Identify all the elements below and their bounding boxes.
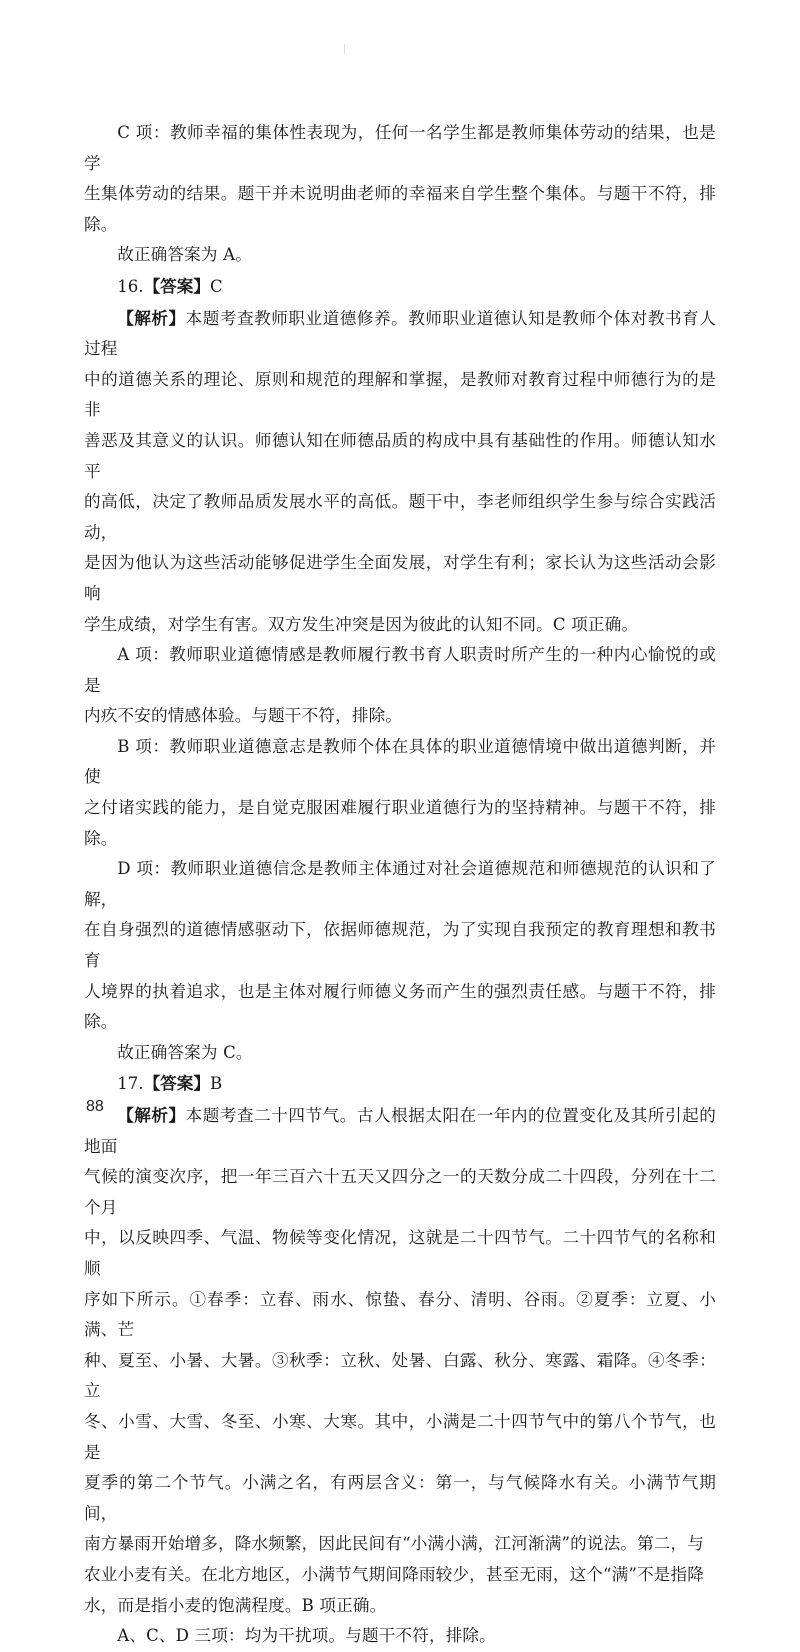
line-text: 之付诸实践的能力，是自觉克服困难履行职业道德行为的坚持精神。与题干不符，排除。	[84, 798, 716, 848]
text-line	[84, 303, 716, 365]
text-line	[84, 1621, 716, 1652]
line-text: 故正确答案为 A。	[117, 245, 252, 265]
text-line	[84, 1529, 716, 1560]
text-line	[84, 1162, 716, 1223]
scan-mark	[344, 44, 345, 54]
line-text: 冬、小雪、大雪、冬至、小寒、大寒。其中，小满是二十四节气中的第八个节气，也是	[84, 1411, 716, 1462]
text-paragraph	[84, 732, 716, 854]
text-line	[84, 610, 716, 641]
text-paragraph	[84, 854, 716, 1038]
line-text: 农业小麦有关。在北方地区，小满节气期间降雨较少，甚至无雨，这个“满”不是指降	[84, 1564, 705, 1584]
text-line	[84, 1591, 716, 1622]
line-text: 故正确答案为 C。	[117, 1042, 253, 1062]
line-text: 善恶及其意义的认识。师德认知在师德品质的构成中具有基础性的作用。师德认知水平	[84, 430, 716, 481]
text-line	[84, 548, 716, 609]
line-text: 人境界的执着追求，也是主体对履行师德义务而产生的强烈责任感。与题干不符，排除。	[84, 981, 716, 1032]
text-line	[84, 1407, 716, 1468]
page-number: 88	[86, 1098, 104, 1115]
text-line	[84, 487, 716, 548]
line-text: 水，而是指小麦的饱满程度。B 项正确。	[84, 1595, 387, 1615]
text-line	[84, 793, 716, 854]
answer-label: 【答案】	[143, 1073, 210, 1094]
line-text: 的高低，决定了教师品质发展水平的高低。题干中，李老师组织学生参与综合实践活动，	[84, 492, 716, 542]
text-line	[84, 1560, 716, 1591]
line-text: 生集体劳动的结果。题干并未说明曲老师的幸福来自学生整个集体。与题干不符，排除。	[84, 184, 716, 234]
line-text: 是因为他认为这些活动能够促进学生全面发展，对学生有利；家长认为这些活动会影响	[84, 553, 716, 603]
answer-value: B	[209, 1074, 223, 1094]
line-text: 中，以反映四季、气温、物候等变化情况，这就是二十四节气。二十四节气的名称和顺	[84, 1228, 716, 1278]
answer-label: 【答案】	[143, 275, 210, 296]
line-text: 中的道德关系的理论、原则和规范的理解和掌握，是教师对教育过程中师德行为的是非	[84, 369, 716, 420]
text-paragraph	[84, 640, 716, 732]
text-line	[84, 240, 716, 271]
text-line	[84, 1038, 716, 1069]
text-line	[84, 426, 716, 487]
analysis-label: 【解析】	[117, 307, 186, 328]
answer-explanations	[84, 118, 716, 1652]
text-line	[84, 701, 716, 732]
question-number: 17.	[117, 1074, 144, 1094]
text-line	[84, 179, 716, 240]
text-paragraph	[84, 1621, 716, 1652]
text-line	[84, 118, 716, 179]
line-text: A、C、D 三项：均为干扰项。与题干不符，排除。	[117, 1626, 496, 1646]
text-paragraph	[84, 240, 716, 271]
line-text: 学生成绩，对学生有害。双方发生冲突是因为彼此的认知不同。C 项正确。	[84, 614, 639, 634]
line-text: 在自身强烈的道德情感驱动下，依据师德规范，为了实现自我预定的教育理想和教书育	[84, 920, 716, 971]
line-text: 内疚不安的情感体验。与题干不符，排除。	[84, 706, 403, 726]
text-line	[84, 1346, 716, 1407]
answer-heading	[84, 271, 716, 303]
text-paragraph	[84, 118, 716, 240]
line-text: 南方暴雨开始增多，降水频繁，因此民间有“小满小满，江河渐满”的说法。第二，与	[84, 1534, 705, 1554]
analysis-label: 【解析】	[117, 1105, 186, 1125]
analysis-paragraph	[84, 1100, 716, 1621]
text-line	[84, 640, 716, 701]
text-line	[84, 977, 716, 1038]
line-text: 夏季的第二个节气。小满之名，有两层含义：第一，与气候降水有关。小满节气期间，	[84, 1473, 716, 1523]
text-line	[84, 1223, 716, 1284]
answer-heading	[84, 1068, 716, 1100]
answer-value: C	[209, 276, 223, 296]
line-text: C 项：教师幸福的集体性表现为，任何一名学生都是教师集体劳动的结果，也是学	[84, 123, 716, 173]
line-text: 序如下所示。①春季：立春、雨水、惊蛰、春分、清明、谷雨。②夏季：立夏、小满、芒	[84, 1289, 716, 1340]
text-line	[84, 1285, 716, 1346]
line-text: B 项：教师职业道德意志是教师个体在具体的职业道德情境中做出道德判断，并使	[84, 736, 716, 787]
text-paragraph	[84, 1038, 716, 1069]
line-text: 本题考查教师职业道德修养。教师职业道德认知是教师个体对教书育人过程	[84, 308, 716, 359]
analysis-paragraph	[84, 303, 716, 641]
question-number: 16.	[117, 276, 144, 296]
line-text: 气候的演变次序，把一年三百六十五天又四分之一的天数分成二十四段，分列在十二个月	[84, 1167, 716, 1217]
text-line	[84, 915, 716, 976]
line-text: 本题考查二十四节气。古人根据太阳在一年内的位置变化及其所引起的地面	[84, 1106, 716, 1156]
line-text: D 项：教师职业道德信念是教师主体通过对社会道德规范和师德规范的认识和了解，	[84, 859, 716, 909]
text-line	[84, 365, 716, 426]
text-line	[84, 854, 716, 915]
text-line	[84, 1468, 716, 1529]
line-text: 种、夏至、小暑、大暑。③秋季：立秋、处暑、白露、秋分、寒露、霜降。④冬季：立	[84, 1350, 716, 1401]
text-line	[84, 732, 716, 793]
line-text: A 项：教师职业道德情感是教师履行教书育人职责时所产生的一种内心愉悦的或是	[84, 645, 716, 695]
text-line	[84, 1100, 716, 1162]
